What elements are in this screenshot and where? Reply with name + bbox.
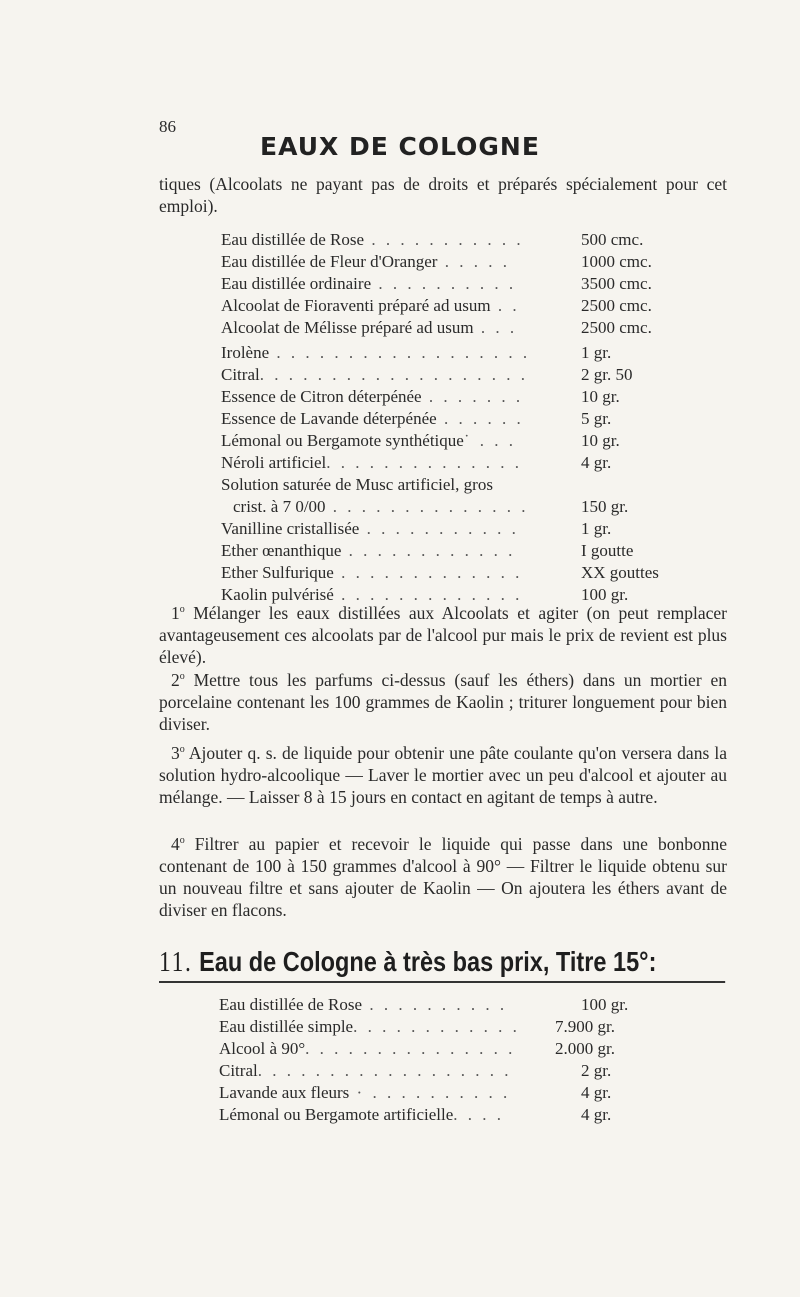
ingredient-quantity: 10 gr. xyxy=(581,431,620,450)
ingredient-quantity: 4 gr. xyxy=(581,1105,612,1124)
ingredient-name: Essence de Citron déterpénée xyxy=(221,387,422,406)
leader-dots: . . . . . . . . . . . . . . . . . . xyxy=(257,1061,512,1080)
step-text: Filtrer au papier et recevoir le liquide qui passe dans une bonbonne contenant de 100 à 150 grammes d'alcool à 90° — Filtrer le liquide obtenu sur un nouveau filtre et sans ajouter de Kaolin — On ajoutera les éthers avant de diviser en flacons. xyxy=(159,833,727,920)
ingredient-quantity: 4 gr. xyxy=(581,1083,612,1102)
ingredient-quantity: 5 gr. xyxy=(581,409,612,428)
ingredient-name: Alcool à 90° xyxy=(219,1039,306,1058)
ingredient-name: Essence de Lavande déterpénée xyxy=(221,409,437,428)
ingredient-name: Alcoolat de Mélisse préparé ad usum xyxy=(221,318,474,337)
ingredient-row xyxy=(221,518,612,540)
ingredient-name: Lavande aux fleurs xyxy=(219,1083,350,1102)
ingredient-name: Vanilline cristallisée xyxy=(221,519,360,538)
ingredient-row xyxy=(219,1038,615,1060)
step-number: 3 xyxy=(171,742,180,763)
ingredient-quantity: 4 gr. xyxy=(581,453,612,472)
leader-dots: . . xyxy=(490,296,520,315)
ingredient-name: Eau distillée de Rose xyxy=(221,230,365,249)
ingredient-name: Irolène xyxy=(221,343,270,362)
step-text: Mélanger les eaux distillées aux Alcoolats et agiter (on peut remplacer avantageusement ces alcoolats par de l'alcool pur mais le prix de revient est plus élevé). xyxy=(159,602,727,667)
ingredient-quantity: 3500 cmc. xyxy=(581,274,652,293)
leader-dots: . . . xyxy=(473,318,518,337)
ingredient-name: Ether Sulfurique xyxy=(221,563,334,582)
ingredient-row xyxy=(221,452,612,474)
leader-dots: . . . . . . . . . . . . . . . . . . xyxy=(269,343,531,362)
ingredient-quantity: XX gouttes xyxy=(581,563,659,582)
ingredient-name: Kaolin pulvérisé xyxy=(221,585,334,604)
ingredient-row xyxy=(221,474,530,496)
leader-dots: . . . . . . . . . . . xyxy=(359,519,519,538)
ingredient-row xyxy=(221,562,659,584)
ordinal-mark: o xyxy=(179,671,185,682)
ingredient-quantity: 100 gr. xyxy=(581,995,629,1014)
page-number: 86 xyxy=(159,117,176,136)
ingredient-quantity: 500 cmc. xyxy=(581,230,644,249)
ingredient-quantity: 150 gr. xyxy=(581,497,629,516)
ordinal-mark: o xyxy=(179,604,185,615)
ingredient-name: Néroli artificiel xyxy=(221,453,327,472)
leader-dots: . . . . . . . . . . . . . xyxy=(333,585,523,604)
ingredient-quantity: 2.000 gr. xyxy=(555,1039,615,1058)
leader-dots: ˙ . . . xyxy=(463,431,516,450)
step-text: Ajouter q. s. de liquide pour obtenir une pâte coulante qu'on versera dans la solution hydro-alcoolique — Laver le mortier avec un peu d'alcool et ajouter au mélange. — Laisser 8 à 15 jours en contact en agitant de temps à autre. xyxy=(159,742,727,807)
ingredient-name: Eau distillée de Fleur d'Oranger xyxy=(221,252,438,271)
ingredient-name: Ether œnanthique xyxy=(221,541,342,560)
step-text: Mettre tous les parfums ci-dessus (sauf les éthers) dans un mortier en porcelaine contenant les 100 grammes de Kaolin ; triturer longuement pour bien diviser. xyxy=(159,669,727,734)
leader-dots: . . . . . . . xyxy=(421,387,524,406)
ingredient-name: Alcoolat de Fioraventi préparé ad usum xyxy=(221,296,491,315)
ingredient-row xyxy=(221,430,620,452)
ingredient-row xyxy=(221,229,644,251)
step-number: 4 xyxy=(171,833,180,854)
ingredient-name: Citral xyxy=(219,1061,258,1080)
ingredient-quantity: 1 gr. xyxy=(581,343,612,362)
section-heading xyxy=(159,946,725,983)
step-number: 1 xyxy=(171,602,180,623)
ingredient-row xyxy=(221,364,633,386)
section-number: 11. xyxy=(159,947,193,978)
leader-dots: . . . . . . . . . . xyxy=(371,274,517,293)
ingredient-quantity: 1 gr. xyxy=(581,519,612,538)
ordinal-mark: o xyxy=(179,744,185,755)
ingredient-row xyxy=(221,342,612,364)
ingredient-quantity: I goutte xyxy=(581,541,634,560)
instruction-paragraph xyxy=(159,599,727,668)
ingredient-row xyxy=(219,1016,615,1038)
ingredient-name: Eau distillée simple xyxy=(219,1017,354,1036)
ingredient-row xyxy=(221,386,620,408)
ingredient-quantity: 2500 cmc. xyxy=(581,318,652,337)
ingredient-row xyxy=(219,1060,612,1082)
instruction-paragraph xyxy=(159,666,727,735)
ingredient-row xyxy=(219,994,629,1016)
ingredient-quantity: 2 gr. xyxy=(581,1061,612,1080)
leader-dots: . . . . . . . . . . . . . . . . . . . xyxy=(259,365,528,384)
instruction-paragraph xyxy=(159,739,727,808)
ingredient-quantity: 2 gr. 50 xyxy=(581,365,633,384)
running-head: EAUX DE COLOGNE xyxy=(260,132,540,161)
ingredient-quantity: 100 gr. xyxy=(581,585,629,604)
ingredient-name: Eau distillée de Rose xyxy=(219,995,363,1014)
ingredient-row xyxy=(221,251,652,273)
leader-dots: . . . . . . . . . . xyxy=(362,995,508,1014)
leader-dots: . . . . . . . . . . . . xyxy=(341,541,516,560)
ingredient-row xyxy=(221,496,629,518)
leader-dots: . . . . . . . . . . . . xyxy=(353,1017,520,1036)
ingredient-row xyxy=(221,295,652,317)
ingredient-name: Solution saturée de Musc artificiel, gros xyxy=(221,475,493,494)
ingredient-quantity: 10 gr. xyxy=(581,387,620,406)
ingredient-row xyxy=(221,540,634,562)
ingredient-name: Lémonal ou Bergamote artificielle xyxy=(219,1105,454,1124)
ingredient-row xyxy=(219,1104,612,1126)
ingredient-name: Citral xyxy=(221,365,260,384)
leader-dots: . . . . xyxy=(453,1105,505,1124)
instruction-paragraph xyxy=(159,830,727,921)
recipe-list-2 xyxy=(221,342,659,606)
ingredient-name: Eau distillée ordinaire xyxy=(221,274,372,293)
ingredient-row xyxy=(221,408,612,430)
ingredient-row xyxy=(221,317,652,339)
leader-dots: . . . . . xyxy=(437,252,510,271)
recipe-list-3 xyxy=(219,994,629,1126)
ingredient-name: crist. à 7 0/00 xyxy=(233,497,326,516)
step-number: 2 xyxy=(171,669,180,690)
ingredient-quantity: 1000 cmc. xyxy=(581,252,652,271)
ingredient-name: Lémonal ou Bergamote synthétique xyxy=(221,431,464,450)
ingredient-quantity: 2500 cmc. xyxy=(581,296,652,315)
leader-dots: . . . . . . . . . . . . . . . xyxy=(305,1039,516,1058)
leader-dots: . . . . . . . . . . . . . xyxy=(333,563,523,582)
section-title: Eau de Cologne à très bas prix, Titre 15°: xyxy=(199,946,657,977)
leader-dots: . . . . . . . . . . . . . . xyxy=(326,453,523,472)
ingredient-quantity: 7.900 gr. xyxy=(555,1017,615,1036)
recipe-list-1 xyxy=(221,229,652,339)
leader-dots: · . . . . . . . . . . xyxy=(349,1083,511,1102)
ordinal-mark: o xyxy=(179,835,185,846)
leader-dots: . . . . . . . . . . . . . . xyxy=(325,497,529,516)
leader-dots: . . . . . . xyxy=(436,409,524,428)
leader-dots: . . . . . . . . . . . xyxy=(364,230,524,249)
ingredient-row xyxy=(221,273,652,295)
intro-text: tiques (Alcoolats ne payant pas de droits et préparés spécialement pour cet emploi). xyxy=(159,174,727,216)
ingredient-row xyxy=(219,1082,612,1104)
